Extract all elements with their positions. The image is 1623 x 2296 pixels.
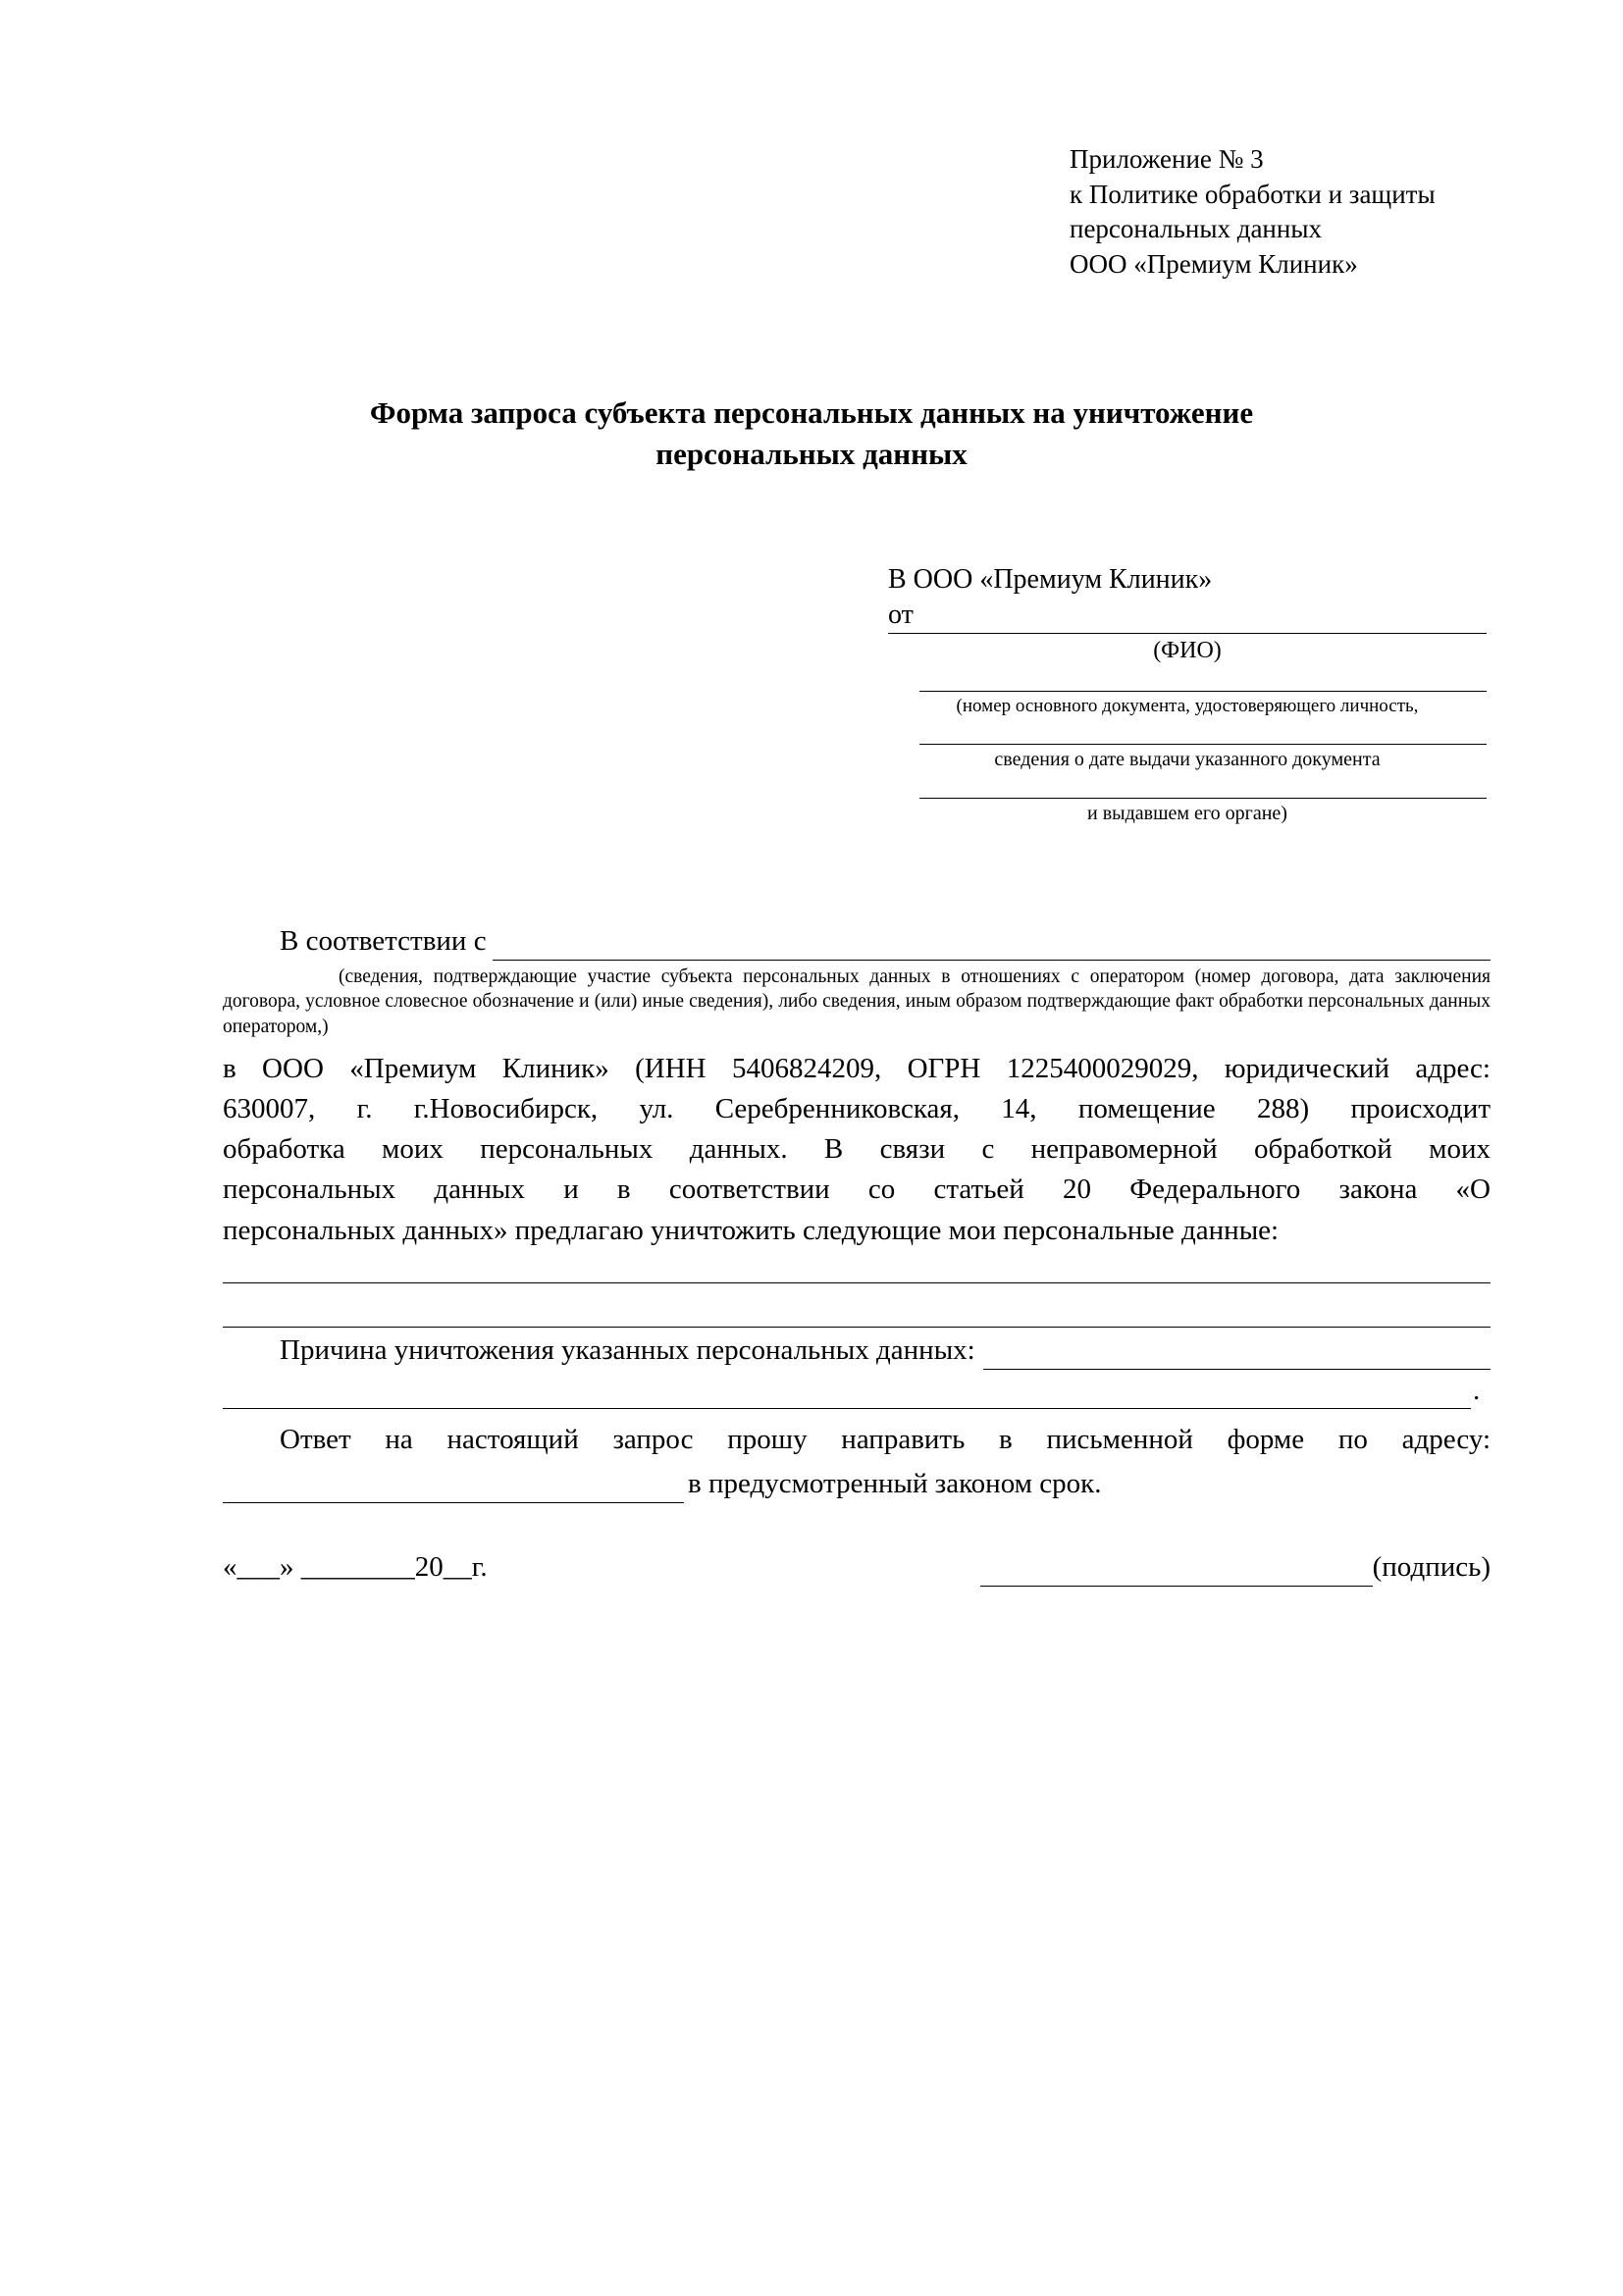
document-date-input-line[interactable] [919,744,1487,745]
main-paragraph-line-4: персональных данных и в соответствии со статьей 20 Федерального закона «О [223,1174,1491,1206]
appendix-number: Приложение № 3 [1070,144,1264,174]
reason-row [223,1331,1491,1370]
signature-label: (подпись) [1372,1551,1491,1584]
accordance-input-line[interactable] [493,934,1491,961]
fineprint-line-2: заключения договора, условное словесное обозначение и (или) иные сведения), либо сведения, иным образом подтверждающие факт [223,965,1491,1013]
document-date-caption: сведения о дате выдачи указанного документа [994,748,1381,770]
main-paragraph-line-2: 630007, г. г.Новосибирск, ул. Серебренниковская, 14, помещение 288) происходит [223,1093,1491,1125]
answer-paragraph: Ответ на настоящий запрос прошу направить в письменной форме по адресу: [280,1424,1491,1456]
fineprint-line-1: (сведения, подтверждающие участие субъекта персональных данных в отношениях с оператором (номер договора, дата [339,965,1385,987]
reason-period: . [1473,1374,1481,1406]
appendix-header [1070,142,1580,283]
page-title-line-1: Форма запроса субъекта персональных данных на уничтожение [369,395,1254,430]
from-label: от [888,600,914,630]
reason-input-line-2[interactable] [223,1383,1471,1409]
page-title-line-2: персональных данных [655,436,968,471]
appendix-policy-line-2: персональных данных [1070,214,1322,244]
document-number-caption: (номер основного документа, удостоверяющего личность, [956,696,1419,716]
document-body [223,922,1491,1587]
addressee-block [888,564,1487,826]
answer-address-tail: в предусмотренный законом срок. [688,1468,1102,1500]
appendix-policy-line-1: к Политике обработки и защиты [1070,179,1436,209]
document-issuer-caption: и выдавшем его органе) [1087,802,1287,824]
fio-caption: (ФИО) [1153,638,1222,663]
document-number-input-line[interactable] [919,691,1487,692]
data-to-destroy-line-1[interactable] [223,1282,1491,1283]
spacer-3 [888,772,1487,798]
main-paragraph [223,1049,1491,1251]
page-title [223,392,1400,475]
addressee-organization: В ООО «Премиум Клиник» [888,564,1213,595]
appendix-organization: ООО «Премиум Клиник» [1070,248,1358,279]
date-field[interactable]: «___» ________20__г. [223,1551,488,1584]
fineprint-line-3: обработки персональных данных оператором,) [223,991,1491,1037]
signature-input-line[interactable] [980,1560,1373,1587]
main-paragraph-line-3: обработка моих персональных данных. В связи с неправомерной обработкой моих [223,1133,1491,1166]
main-paragraph-line-1: в ООО «Премиум Клиник» (ИНН 5406824209, ОГРН 1225400029029, юридический адрес: [223,1052,1491,1084]
accordance-fineprint [223,965,1491,1039]
accordance-label: В соответствии с [280,925,487,957]
reason-input-line-1[interactable] [983,1343,1491,1370]
spacer-2 [888,718,1487,744]
answer-address-row [223,1465,1491,1503]
fio-input-line[interactable] [888,633,1487,634]
reason-row-2 [223,1372,1491,1410]
document-issuer-input-line[interactable] [919,798,1487,799]
accordance-row [223,922,1491,961]
data-to-destroy-line-2[interactable] [223,1327,1491,1328]
answer-address-input-line[interactable] [223,1477,684,1503]
main-paragraph-line-5: персональных данных» предлагаю уничтожить следующие мои персональные данные: [223,1214,1280,1246]
reason-label: Причина уничтожения указанных персональных данных: [280,1333,975,1366]
signature-row [223,1548,1491,1587]
spacer-1 [888,665,1487,691]
